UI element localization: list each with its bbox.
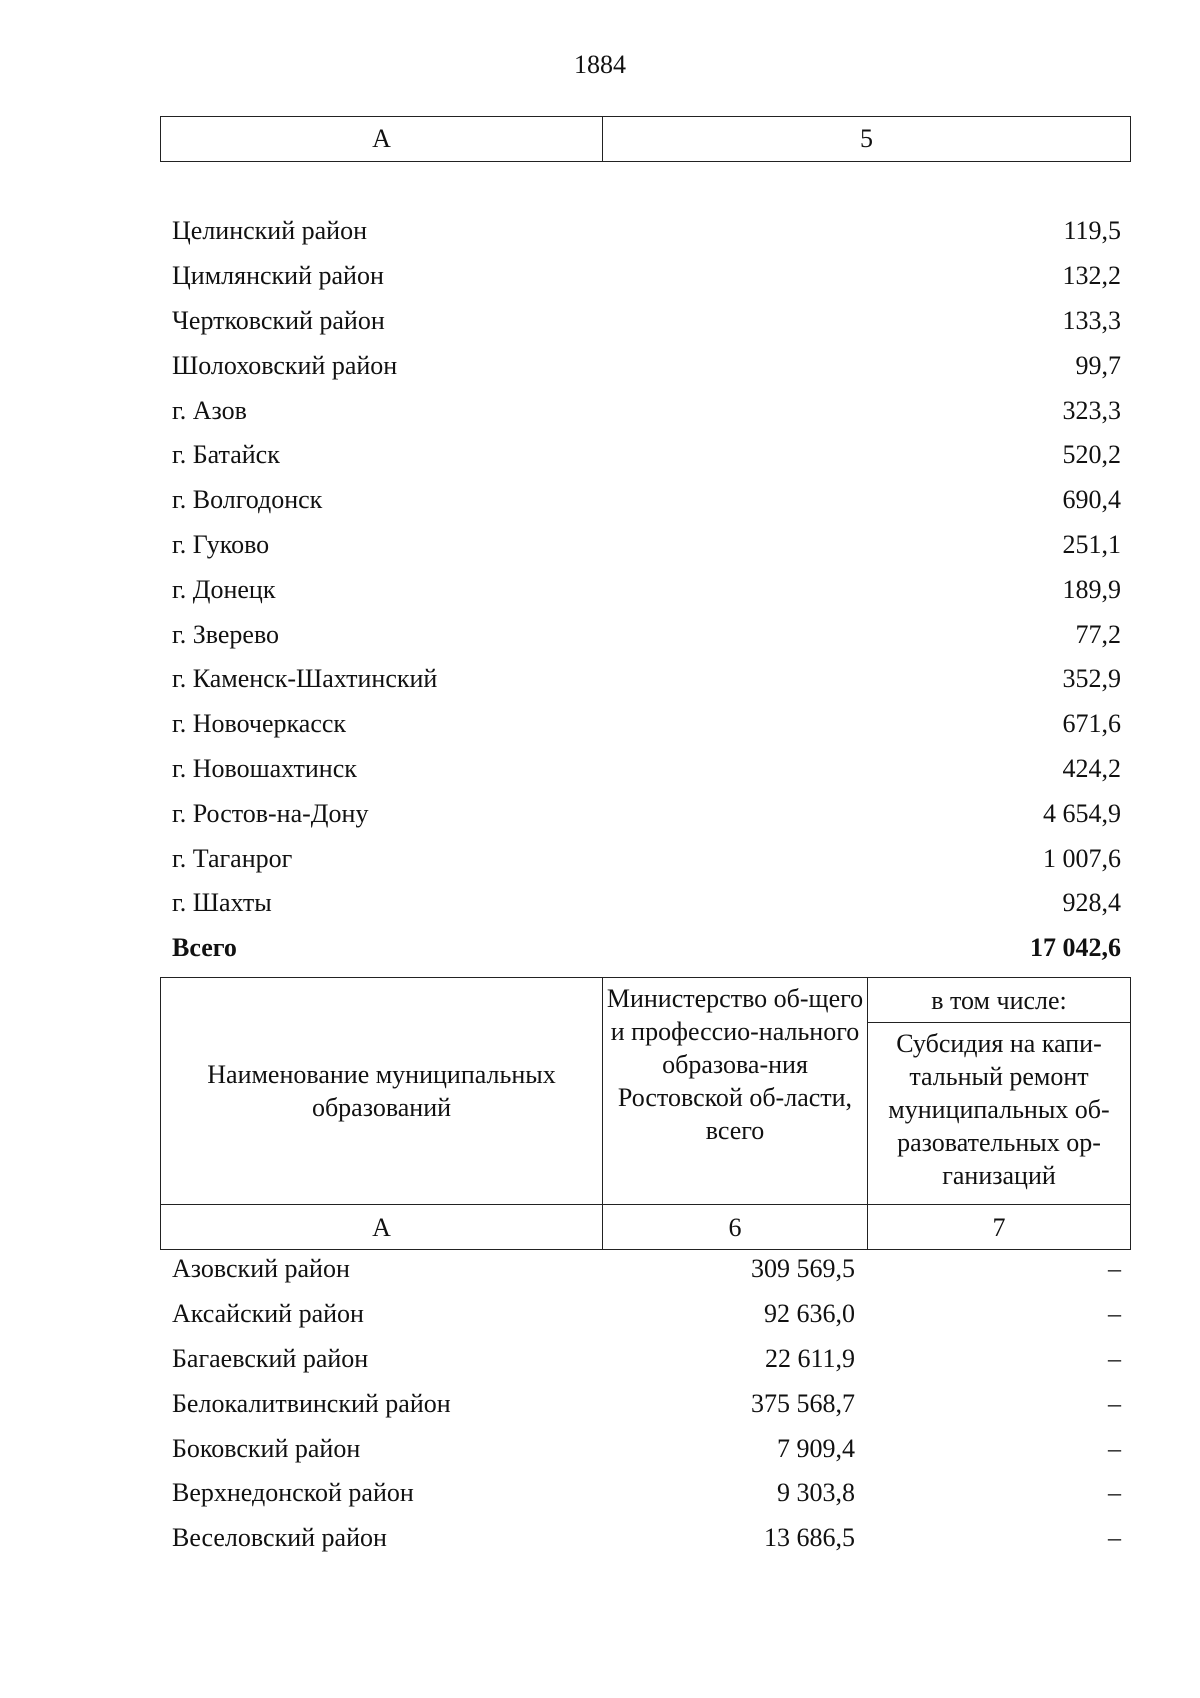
municipality-name: г. Каменск-Шахтинский	[172, 664, 438, 694]
page-number: 1884	[574, 50, 626, 79]
municipality-name: г. Гуково	[172, 529, 270, 559]
table-row	[172, 702, 1121, 747]
value: 671,6	[1062, 709, 1121, 739]
value: 4 654,9	[1043, 798, 1121, 828]
ministry-total-value: 92 636,0	[764, 1299, 855, 1329]
municipality-name: Целинский район	[172, 216, 367, 246]
table-row	[172, 299, 1121, 344]
municipality-name: г. Новочеркасск	[172, 709, 347, 739]
column-header-a: А	[161, 117, 603, 162]
table2-header	[160, 977, 1131, 1250]
subsidy-value: –	[1108, 1523, 1121, 1553]
table-row	[172, 1381, 1121, 1426]
table-row	[172, 612, 1121, 657]
municipality-name: г. Ростов-на-Дону	[172, 798, 369, 828]
municipality-name: Багаевский район	[172, 1343, 369, 1373]
value: 928,4	[1062, 888, 1121, 918]
table-row	[172, 523, 1121, 568]
subsidy-value: –	[1108, 1478, 1121, 1508]
municipality-name: Цимлянский район	[172, 261, 384, 291]
table-row	[172, 478, 1121, 523]
subsidy-value: –	[1108, 1299, 1121, 1329]
table-row	[172, 1471, 1121, 1516]
table-row	[172, 254, 1121, 299]
column-header-including: в том числе:	[868, 978, 1131, 1023]
municipality-name: Белокалитвинский район	[172, 1388, 451, 1418]
table-row	[172, 1292, 1121, 1337]
table1-body	[172, 209, 1121, 971]
value: 132,2	[1062, 261, 1121, 291]
municipality-name: г. Шахты	[172, 888, 272, 918]
table-row	[172, 747, 1121, 792]
value: 520,2	[1062, 440, 1121, 470]
table-row	[172, 791, 1121, 836]
ministry-total-value: 7 909,4	[777, 1433, 855, 1463]
subsidy-value: –	[1108, 1254, 1121, 1284]
table-row	[172, 567, 1121, 612]
column-header-ministry-total: Министерство об-щего и профессио-нального образова-ния Ростовской об-ласти, всего	[603, 978, 868, 1205]
total-label: Всего	[172, 933, 237, 963]
value: 189,9	[1062, 574, 1121, 604]
municipality-name: Аксайский район	[172, 1299, 364, 1329]
table-row	[172, 881, 1121, 926]
column-code-6: 6	[603, 1205, 868, 1250]
column-header-municipality: Наименование муниципальных образований	[161, 978, 603, 1205]
value: 690,4	[1062, 485, 1121, 515]
value: 119,5	[1063, 216, 1121, 246]
total-row	[172, 926, 1121, 971]
municipality-name: г. Новошахтинск	[172, 753, 357, 783]
municipality-name: Боковский район	[172, 1433, 361, 1463]
column-header-5: 5	[603, 117, 1131, 162]
table-row	[172, 1247, 1121, 1292]
municipality-name: г. Батайск	[172, 440, 280, 470]
ministry-total-value: 375 568,7	[751, 1388, 855, 1418]
column-header-subsidy: Субсидия на капи-тальный ремонт муниципальных об-разовательных ор-ганизаций	[868, 1023, 1131, 1205]
value: 99,7	[1075, 350, 1121, 380]
table-row	[172, 657, 1121, 702]
value: 77,2	[1075, 619, 1121, 649]
municipality-name: г. Донецк	[172, 574, 276, 604]
table-row	[172, 388, 1121, 433]
value: 323,3	[1062, 395, 1121, 425]
table-row	[172, 209, 1121, 254]
municipality-name: г. Азов	[172, 395, 247, 425]
municipality-name: г. Таганрог	[172, 843, 293, 873]
value: 251,1	[1062, 529, 1121, 559]
table2-body	[172, 1247, 1121, 1561]
value: 352,9	[1062, 664, 1121, 694]
value: 1 007,6	[1043, 843, 1121, 873]
table-row	[172, 1426, 1121, 1471]
table1-header	[160, 116, 1131, 162]
municipality-name: Верхнедонской район	[172, 1478, 414, 1508]
table-row	[172, 433, 1121, 478]
column-code-a: А	[161, 1205, 603, 1250]
table-row	[172, 836, 1121, 881]
table-row	[172, 1516, 1121, 1561]
ministry-total-value: 22 611,9	[764, 1343, 855, 1373]
table-row	[172, 343, 1121, 388]
value: 424,2	[1062, 753, 1121, 783]
table-row	[172, 1337, 1121, 1382]
ministry-total-value: 9 303,8	[777, 1478, 855, 1508]
municipality-name: Азовский район	[172, 1254, 350, 1284]
subsidy-value: –	[1108, 1433, 1121, 1463]
municipality-name: г. Волгодонск	[172, 485, 323, 515]
municipality-name: Шолоховский район	[172, 350, 398, 380]
total-value: 17 042,6	[1030, 933, 1121, 963]
ministry-total-value: 13 686,5	[764, 1523, 855, 1553]
column-code-7: 7	[868, 1205, 1131, 1250]
municipality-name: г. Зверево	[172, 619, 280, 649]
ministry-total-value: 309 569,5	[751, 1254, 855, 1284]
subsidy-value: –	[1108, 1343, 1121, 1373]
municipality-name: Веселовский район	[172, 1523, 387, 1553]
municipality-name: Чертковский район	[172, 305, 385, 335]
value: 133,3	[1062, 305, 1121, 335]
subsidy-value: –	[1108, 1388, 1121, 1418]
